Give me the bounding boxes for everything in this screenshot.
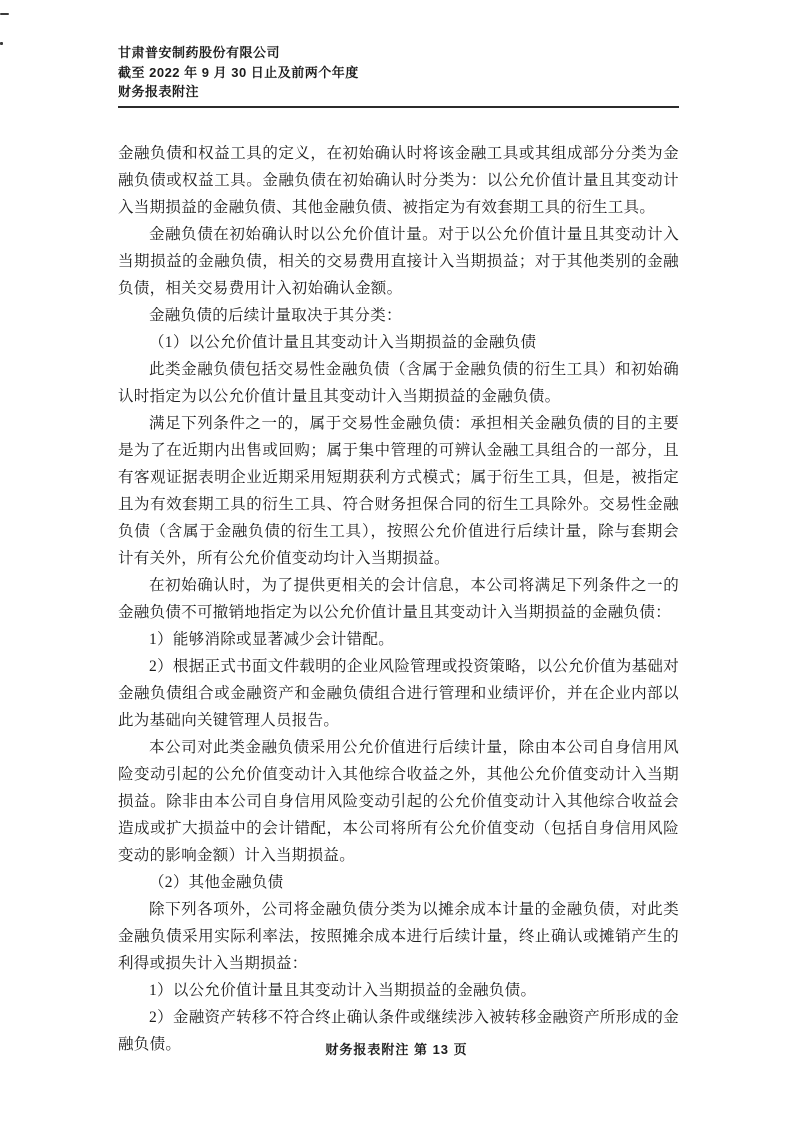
paragraph-fair-value-subsequent-measurement: 本公司对此类金融负债采用公允价值进行后续计量，除由本公司自身信用风险变动引起的公允价值变动计入其他综合收益之外，其他公允价值变动计入当期损益。除非由本公司自身信用风险变动引起的公允价值变动计入其他综合收益会造成或扩大损益中的会计错配，本公司将所有公允价值变动（包括自身信用风险变动的影响金额）计入当期损益。 [118, 739, 679, 864]
document-header [118, 43, 678, 102]
document-title: 财务报表附注 [118, 84, 200, 99]
document-body [118, 140, 679, 1058]
list-item-eliminate-mismatch: 1）能够消除或显著减少会计错配。 [149, 631, 395, 648]
paragraph-subsequent-measurement-intro: 金融负债的后续计量取决于其分类： [149, 307, 402, 324]
paragraph-trading-liability-conditions: 满足下列条件之一的，属于交易性金融负债：承担相关金融负债的目的主要是为了在近期内出售或回购；属于集中管理的可辨认金融工具组合的一部分，且有客观证据表明企业近期采用短期获利方式模式；属于衍生工具，但是，被指定且为有效套期工具的衍生工具、符合财务担保合同的衍生工具除外。交易性金融负债（含属于金融负债的衍生工具），按照公允价值进行后续计量，除与套期会计有关外，所有公允价值变动均计入当期损益。 [118, 415, 679, 567]
paragraph-amortised-cost: 除下列各项外，公司将金融负债分类为以摊余成本计量的金融负债，对此类金融负债采用实际利率法，按照摊余成本进行后续计量，终止确认或摊销产生的利得或损失计入当期损益： [118, 901, 679, 972]
footer-page-label: 财务报表附注 第 13 页 [325, 1042, 468, 1057]
company-name: 甘肃普安制药股份有限公司 [118, 45, 281, 60]
section-heading-other-liabilities: （2）其他金融负债 [149, 874, 284, 891]
page-footer [0, 1039, 793, 1058]
paragraph-irrevocable-designation: 在初始确认时，为了提供更相关的会计信息，本公司将满足下列条件之一的金融负债不可撤销地指定为以公允价值计量且其变动计入当期损益的金融负债： [118, 577, 679, 621]
list-item-fvtpl-liability: 1）以公允价值计量且其变动计入当期损益的金融负债。 [149, 982, 537, 999]
section-heading-fvtpl-liabilities: （1）以公允价值计量且其变动计入当期损益的金融负债 [149, 334, 537, 351]
report-period: 截至 2022 年 9 月 30 日止及前两个年度 [118, 64, 359, 80]
scan-artifact [0, 42, 3, 45]
paragraph-liability-definition-continued: 金融负债和权益工具的定义，在初始确认时将该金融工具或其组成部分分类为金融负债或权益工具。金融负债在初始确认时分类为：以公允价值计量且其变动计入当期损益的金融负债、其他金融负债、被指定为有效套期工具的衍生工具。 [118, 145, 679, 216]
list-item-transfer-not-derecognised: 2）金融资产转移不符合终止确认条件或继续涉入被转移金融资产所形成的金融负债。 [118, 1009, 679, 1053]
paragraph-initial-recognition: 金融负债在初始确认时以公允价值计量。对于以公允价值计量且其变动计入当期损益的金融负债，相关的交易费用直接计入当期损益；对于其他类别的金融负债，相关交易费用计入初始确认金额。 [118, 226, 679, 297]
header-divider [118, 106, 679, 108]
paragraph-fvtpl-scope: 此类金融负债包括交易性金融负债（含属于金融负债的衍生工具）和初始确认时指定为以公允价值计量且其变动计入当期损益的金融负债。 [118, 361, 679, 405]
scan-artifact [0, 13, 9, 15]
list-item-risk-management-strategy: 2）根据正式书面文件载明的企业风险管理或投资策略，以公允价值为基础对金融负债组合或金融资产和金融负债组合进行管理和业绩评价，并在企业内部以此为基础向关键管理人员报告。 [118, 658, 679, 729]
